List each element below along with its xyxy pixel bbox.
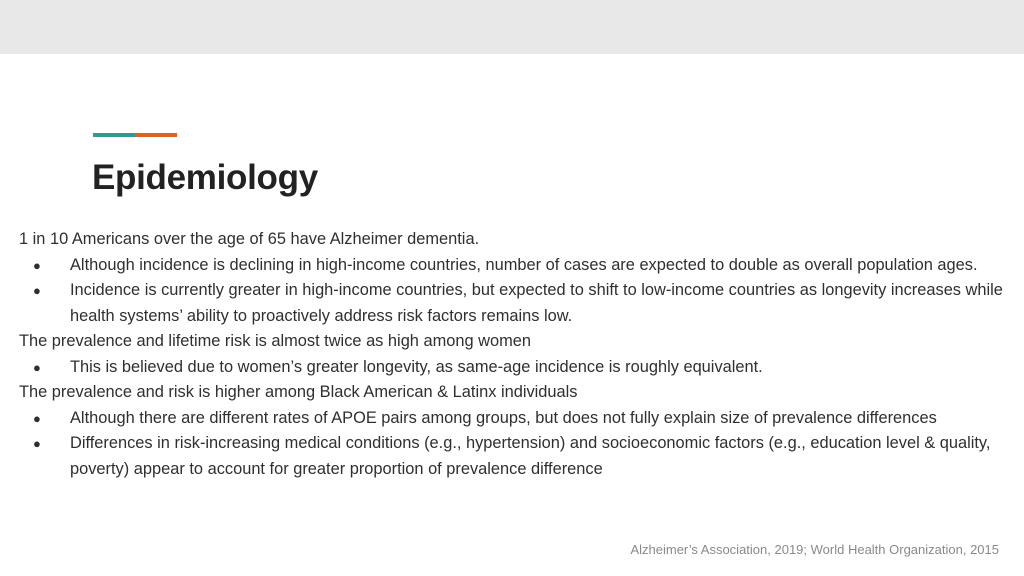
bullet-item (19, 355, 1009, 381)
slide-body (19, 227, 1009, 482)
body-line: The prevalence and lifetime risk is almost twice as high among women (19, 332, 531, 350)
bullet-item (19, 431, 1009, 482)
bullet-text: Although there are different rates of APOE pairs among groups, but does not fully explain size of prevalence differences (70, 408, 937, 427)
bullet-text: Although incidence is declining in high-income countries, number of cases are expected to double as overall population ages. (70, 255, 978, 274)
top-bar (0, 0, 1024, 54)
bullet-text: Incidence is currently greater in high-income countries, but expected to shift to low-income countries as longevity increases while health systems’ ability to proactively address risk factors remains low. (70, 281, 1003, 325)
bullet-icon: ● (33, 283, 41, 298)
slide-title: Epidemiology (92, 158, 318, 197)
bullet-text: This is believed due to women’s greater longevity, as same-age incidence is roughly equivalent. (70, 357, 763, 376)
body-line: The prevalence and risk is higher among Black American & Latinx individuals (19, 383, 578, 401)
bullet-item (19, 253, 1009, 279)
bullet-item (19, 278, 1009, 329)
body-line: 1 in 10 Americans over the age of 65 have Alzheimer dementia. (19, 230, 480, 248)
accent-teal-segment (93, 133, 135, 137)
bullet-icon: ● (33, 436, 41, 451)
accent-orange-segment (135, 133, 177, 137)
bullet-icon: ● (33, 257, 41, 273)
bullet-item (19, 406, 1009, 432)
bullet-icon: ● (33, 410, 41, 426)
citation: Alzheimer’s Association, 2019; World Health Organization, 2015 (630, 542, 999, 557)
title-accent-bar (93, 133, 177, 137)
bullet-icon: ● (33, 359, 41, 375)
bullet-text: Differences in risk-increasing medical conditions (e.g., hypertension) and socioeconomic factors (e.g., education level & quality, poverty) appear to account for greater proportion of prevalence difference (70, 434, 991, 478)
